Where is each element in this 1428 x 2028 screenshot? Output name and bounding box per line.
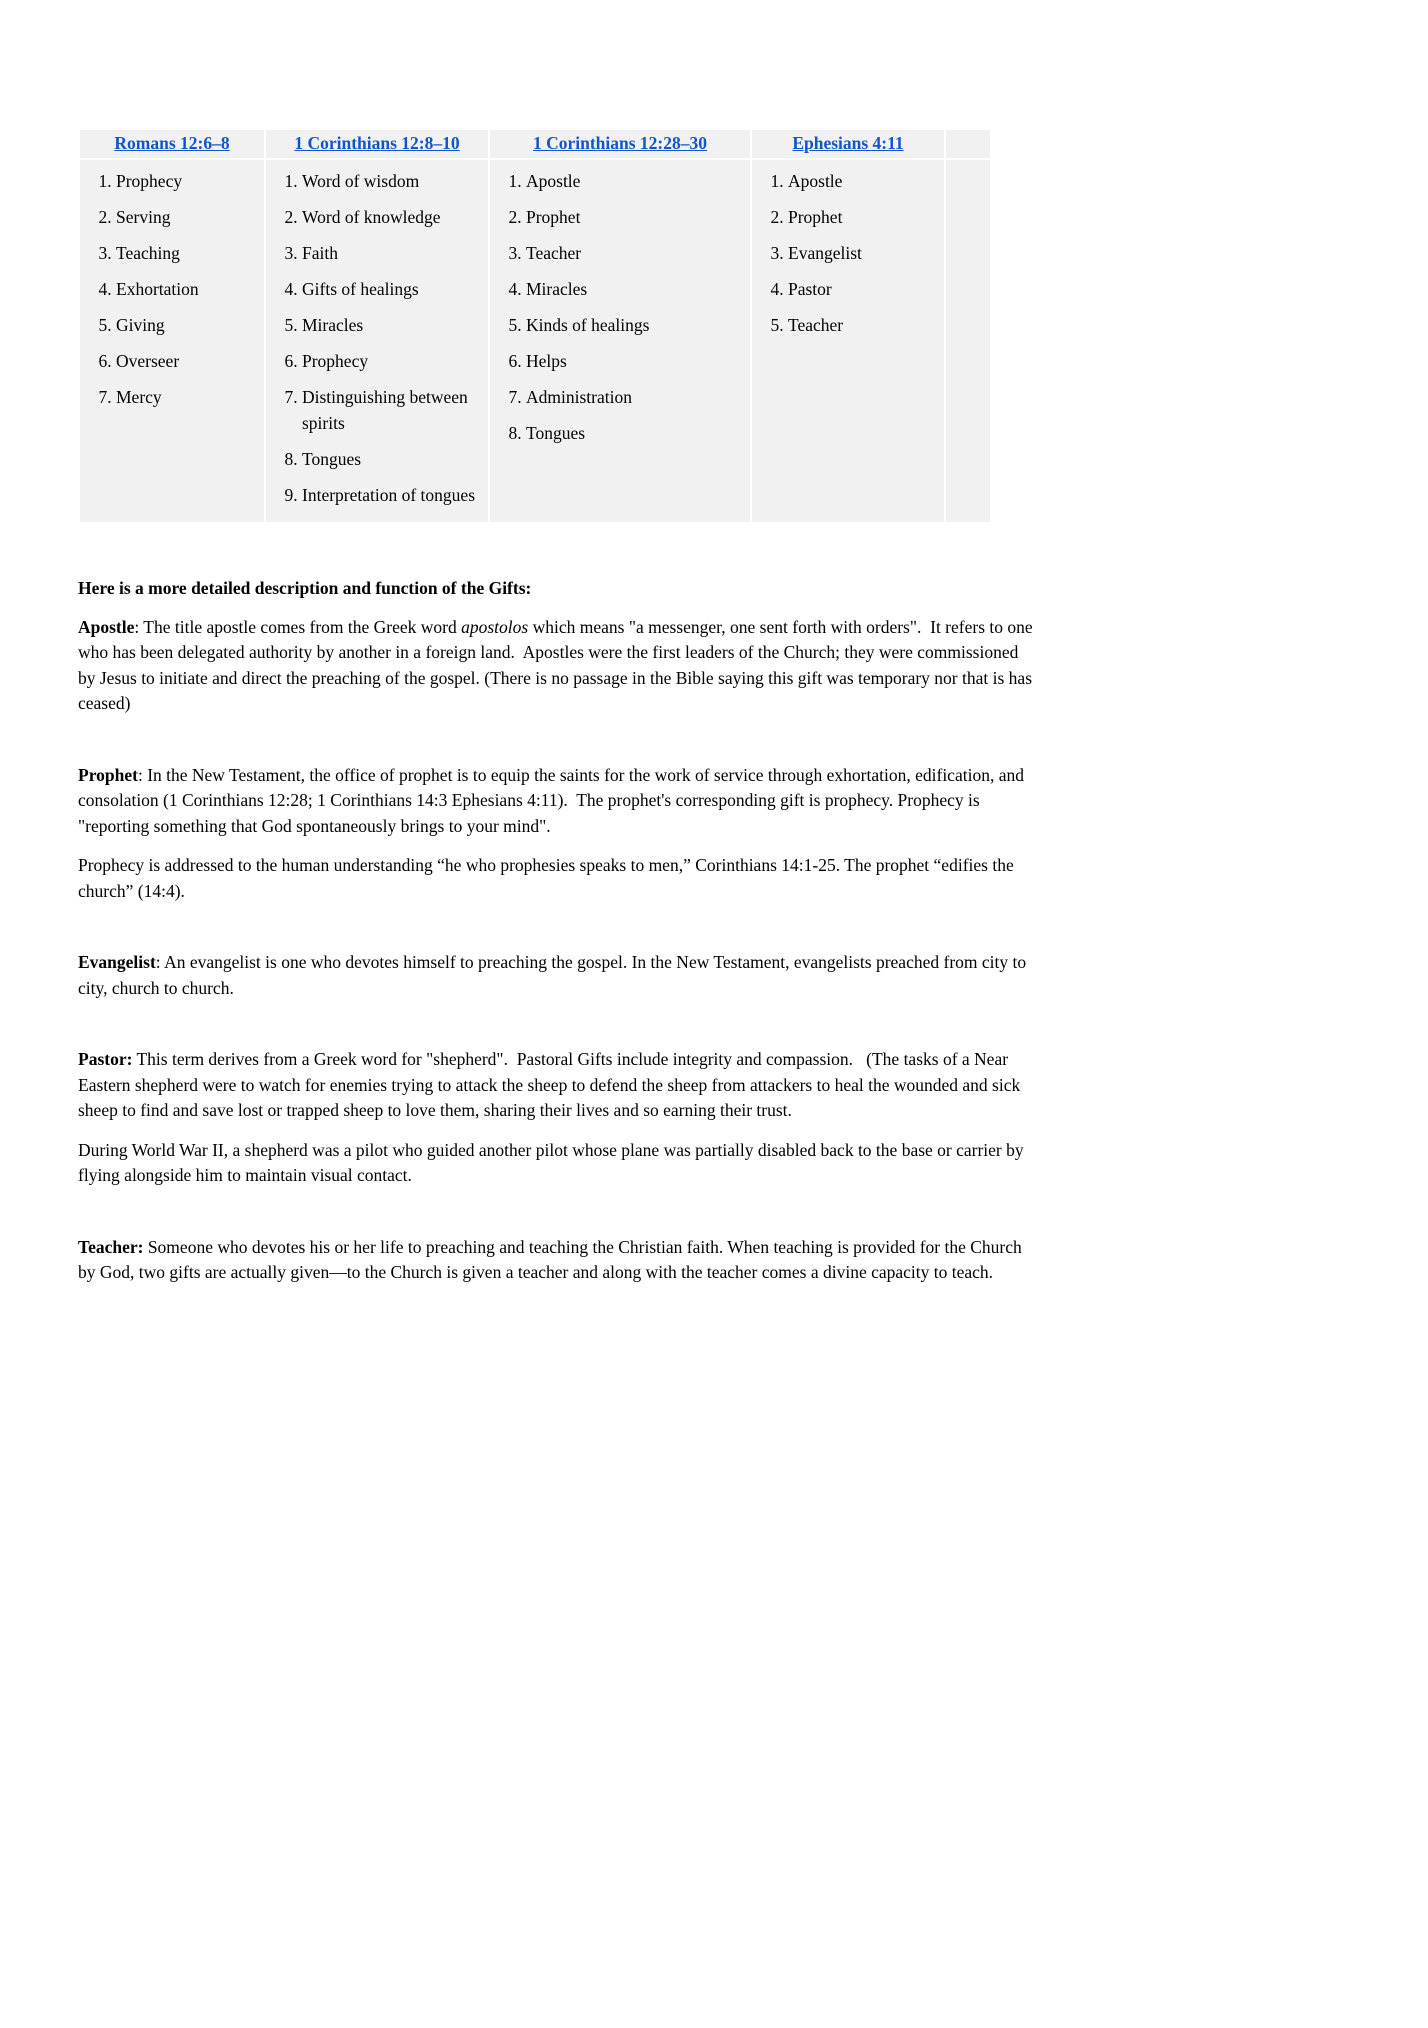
table-body-row [79,159,991,523]
gifts-cell-1cor-12-8 [265,159,489,523]
text-run: : The title apostle comes from the Greek word [134,616,462,637]
table-header-row [79,129,991,159]
gift-list-1corinthians-12-28-30 [490,168,746,446]
gift-list-item: 1. Prophecy [116,168,256,194]
gift-list-item: 4. Pastor [788,276,936,302]
bold-run: Teacher: [78,1236,144,1257]
paragraph-evangelist [78,950,1033,1001]
bold-run: Evangelist [78,952,156,972]
gift-list-item: 3. Faith [302,240,480,266]
text-run: During World War II, a shepherd was a pilot who guided another pilot whose plane was partially disabled back to the base or carrier by flying alongside him to maintain visual contact. [78,1139,1029,1185]
gift-list-item: 5. Miracles [302,312,480,338]
gift-list-item: 1. Apostle [788,168,936,194]
header-cell-empty [945,129,991,159]
header-cell-ephesians [751,129,945,159]
gift-list-item: 5. Teacher [788,312,936,338]
gift-list-item: 7. Administration [526,384,742,410]
paragraph-pastor [78,1047,1033,1124]
romans-12-6-8-link[interactable]: Romans 12:6–8 [114,133,230,153]
gifts-cell-ephesians [751,159,945,523]
gift-list-item: 2. Prophet [526,204,742,230]
gift-list-item: 6. Helps [526,348,742,374]
gift-list-item: 4. Miracles [526,276,742,302]
section-heading: Here is a more detailed description and function of the Gifts: [78,578,532,598]
gift-list-item: 6. Overseer [116,348,256,374]
ephesians-4-11-link[interactable]: Ephesians 4:11 [792,133,904,153]
header-cell-1cor-12-8 [265,129,489,159]
paragraph-apostle [78,615,1038,717]
text-run: This term derives from a Greek word for "shepherd". Pastoral Gifts include integrity and compassion. (The tasks of a Near Eastern shepherd were to watch for enemies trying to attack the sheep to defend the sheep from attackers to heal the wounded and sick sheep to find and save lost or trapped sheep to love them, sharing their lives and so earning their trust. [78,1049,1025,1120]
gift-list-item: 2. Serving [116,204,256,230]
bold-run: Apostle [78,616,135,637]
gift-list-item: 5. Giving [116,312,256,338]
header-cell-romans [79,129,265,159]
gift-list-item: 1. Word of wisdom [302,168,480,194]
text-run: : In the New Testament, the office of prophet is to equip the saints for the work of service through exhortation, edification, and consolation (1 Corinthians 12:28; 1 Corinthians 14:3 Ephesians 4:11). The prophet's corresponding gift is prophecy. Prophecy is "reporting something that God spontaneously brings to your mind". [78,764,1029,836]
paragraph-wwii-shepherd [78,1138,1033,1189]
bold-run: Prophet [78,764,138,785]
gifts-cell-1cor-12-28 [489,159,751,523]
gift-list-item: 7. Mercy [116,384,256,410]
gift-list-item: 2. Word of knowledge [302,204,480,230]
paragraph-prophet [78,763,1033,840]
header-cell-1cor-12-28 [489,129,751,159]
gift-list-romans [80,168,260,410]
gift-list-item: 6. Prophecy [302,348,480,374]
gift-list-1corinthians-12-8-10 [266,168,484,508]
gifts-cell-empty [945,159,991,523]
gift-list-item: 3. Teacher [526,240,742,266]
gift-list-item: 4. Gifts of healings [302,276,480,302]
gift-list-item: 3. Teaching [116,240,256,266]
1corinthians-12-28-30-link[interactable]: 1 Corinthians 12:28–30 [532,133,708,153]
text-run: Prophecy is addressed to the human understanding “he who prophesies speaks to men,” Corinthians 14:1-25. The prophet “edifies the church” (14:4). [78,855,1019,901]
text-run: which means "a messenger, one sent forth with orders". It refers to one who has been delegated authority by another in a foreign land. Apostles were the first leaders of the Church; they were commissioned by Jesus to initiate and direct the preaching of the gospel. (There is no passage in the Bible saying this gift was temporary nor that is has ceased) [78,616,1038,713]
gifts-table [78,128,992,524]
text-run: : An evangelist is one who devotes himself to preaching the gospel. In the New Testament, evangelists preached from city to city, church to church. [78,952,1031,998]
1corinthians-12-8-10-link[interactable]: 1 Corinthians 12:8–10 [294,133,460,153]
gift-list-ephesians-4-11 [752,168,940,338]
gift-list-item: 9. Interpretation of tongues [302,482,480,508]
bold-run: Pastor: [78,1049,133,1069]
gift-list-item: 2. Prophet [788,204,936,230]
gift-list-item: 1. Apostle [526,168,742,194]
gift-list-item: 7. Distinguishing between spirits [302,384,480,436]
text-run: Someone who devotes his or her life to preaching and teaching the Christian faith. When teaching is provided for the Church by God, two gifts are actually given—to the Church is given a teacher and along with the teacher comes a divine capacity to teach. [78,1236,1027,1282]
italic-run: apostolos [461,616,529,637]
paragraph-prophecy [78,853,1033,904]
gift-list-item: 4. Exhortation [116,276,256,302]
gift-list-item: 8. Tongues [526,420,742,446]
gift-list-item: 5. Kinds of healings [526,312,742,338]
gift-list-item: 3. Evangelist [788,240,936,266]
gifts-cell-romans [79,159,265,523]
paragraph-teacher [78,1235,1033,1286]
gift-list-item: 8. Tongues [302,446,480,472]
